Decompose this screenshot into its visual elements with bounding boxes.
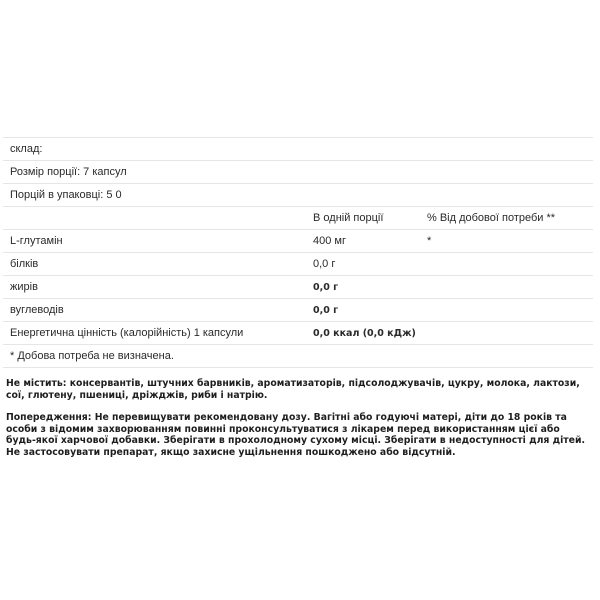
nutrient-amount: 400 мг	[313, 235, 346, 247]
nutrient-daily-value: *	[427, 235, 432, 247]
composition-header-row	[3, 138, 593, 161]
nutrient-name: вуглеводів	[10, 304, 64, 316]
nutrient-name: L-глутамін	[10, 235, 63, 247]
footnote-row	[3, 345, 593, 368]
nutrition-table	[3, 137, 593, 368]
servings-per-container: Порцій в упаковці: 5 0	[10, 189, 122, 201]
nutrient-name: білків	[10, 258, 39, 270]
table-row	[3, 230, 593, 253]
notes-section	[6, 378, 591, 469]
servings-per-container-row	[3, 184, 593, 207]
serving-size: Розмір порції: 7 капсул	[10, 166, 127, 178]
table-row	[3, 322, 593, 345]
table-row	[3, 253, 593, 276]
table-row	[3, 299, 593, 322]
nutrient-amount: 0,0 г	[313, 258, 336, 270]
table-row	[3, 276, 593, 299]
column-header-row	[3, 207, 593, 230]
nutrient-amount: 0,0 ккал (0,0 кДж)	[313, 327, 416, 339]
column-header-per-serving: В одній порції	[313, 212, 384, 224]
nutrient-amount: 0,0 г	[313, 304, 339, 316]
footnote: * Добова потреба не визначена.	[10, 350, 174, 362]
composition-header: склад:	[10, 143, 43, 155]
nutrient-name: Енергетична цінність (калорійність) 1 капсули	[10, 327, 244, 339]
warning-note: Попередження: Не перевищувати рекомендовану дозу. Вагітні або годуючі матері, діти до 18 років та особи з відомим захворюванням повинні проконсультуватися з лікарем перед використанням цієї або будь-якої харчової добавки. Зберігати в прохолодному сухому місці. Зберігати в недоступності для дітей. Не застосовувати препарат, якщо захисне ущільнення пошкоджено або відсутній.	[6, 412, 586, 458]
column-header-daily-value: % Від добової потреби **	[427, 212, 556, 224]
serving-size-row	[3, 161, 593, 184]
nutrient-name: жирів	[10, 281, 38, 293]
free-from-note: Не містить: консервантів, штучних барвників, ароматизаторів, підсолоджувачів, цукру, молока, лактози, сої, глютену, пшениці, дріжджів, риби і натрію.	[6, 378, 580, 401]
nutrient-amount: 0,0 г	[313, 281, 339, 293]
